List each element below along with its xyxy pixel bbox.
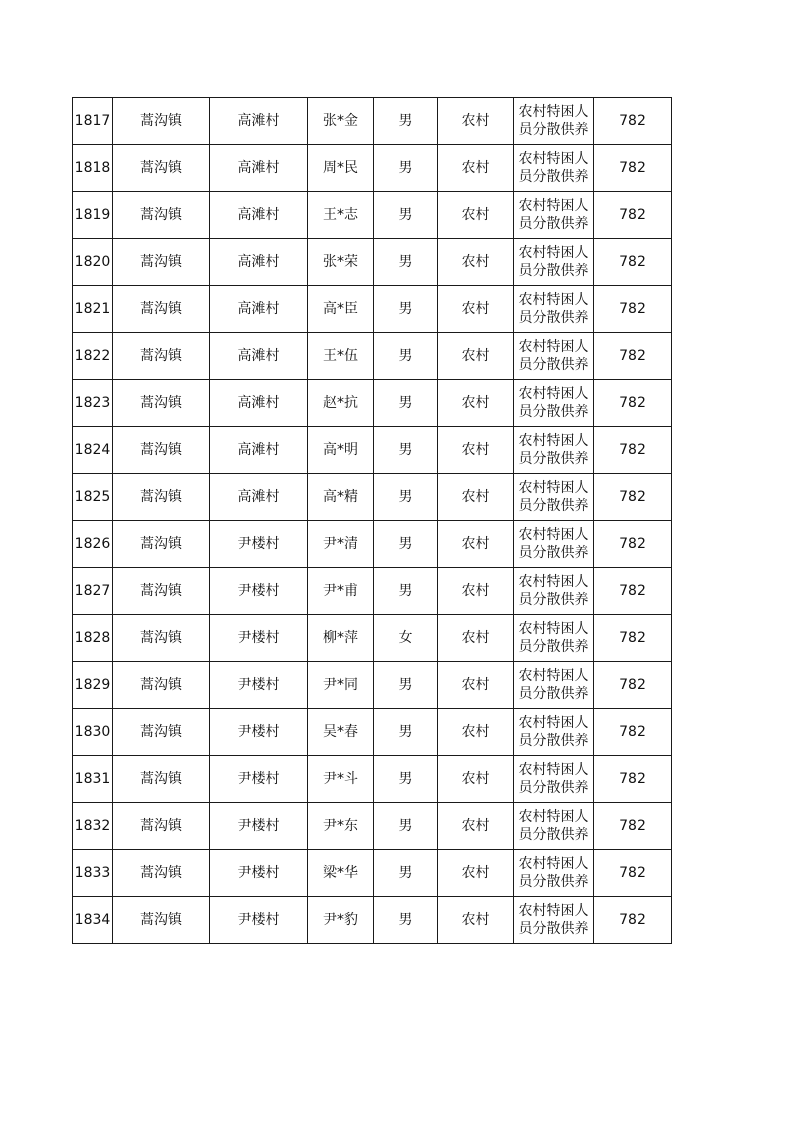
assistance-category-cell: 农村特困人员分散供养 [514,615,594,662]
town-cell: 蒿沟镇 [113,192,210,239]
table-row [73,803,672,850]
row-number-cell: 1827 [73,568,113,615]
table-row [73,145,672,192]
assistance-category-cell: 农村特困人员分散供养 [514,239,594,286]
person-name-cell: 周*民 [308,145,374,192]
amount-cell: 782 [594,474,672,521]
area-type-cell: 农村 [438,333,514,380]
town-cell: 蒿沟镇 [113,380,210,427]
row-number-cell: 1832 [73,803,113,850]
row-number-cell: 1828 [73,615,113,662]
person-name-cell: 张*金 [308,98,374,145]
village-cell: 高滩村 [210,192,308,239]
amount-cell: 782 [594,427,672,474]
village-cell: 尹楼村 [210,850,308,897]
amount-cell: 782 [594,145,672,192]
row-number-cell: 1817 [73,98,113,145]
area-type-cell: 农村 [438,897,514,944]
table-row [73,568,672,615]
gender-cell: 男 [374,897,438,944]
town-cell: 蒿沟镇 [113,568,210,615]
person-name-cell: 尹*斗 [308,756,374,803]
table-row [73,333,672,380]
assistance-category-cell: 农村特困人员分散供养 [514,662,594,709]
village-cell: 高滩村 [210,98,308,145]
table-row [73,615,672,662]
table-row [73,897,672,944]
town-cell: 蒿沟镇 [113,615,210,662]
row-number-cell: 1826 [73,521,113,568]
assistance-category-cell: 农村特困人员分散供养 [514,333,594,380]
assistance-category-cell: 农村特困人员分散供养 [514,756,594,803]
table-row [73,98,672,145]
area-type-cell: 农村 [438,756,514,803]
village-cell: 高滩村 [210,380,308,427]
table-row [73,380,672,427]
person-name-cell: 吴*春 [308,709,374,756]
gender-cell: 男 [374,662,438,709]
amount-cell: 782 [594,803,672,850]
gender-cell: 男 [374,803,438,850]
assistance-category-cell: 农村特困人员分散供养 [514,474,594,521]
town-cell: 蒿沟镇 [113,98,210,145]
gender-cell: 女 [374,615,438,662]
amount-cell: 782 [594,897,672,944]
gender-cell: 男 [374,850,438,897]
village-cell: 高滩村 [210,286,308,333]
amount-cell: 782 [594,662,672,709]
assistance-category-cell: 农村特困人员分散供养 [514,286,594,333]
assistance-category-cell: 农村特困人员分散供养 [514,98,594,145]
assistance-category-cell: 农村特困人员分散供养 [514,145,594,192]
person-name-cell: 尹*甫 [308,568,374,615]
row-number-cell: 1824 [73,427,113,474]
table-row [73,662,672,709]
amount-cell: 782 [594,756,672,803]
village-cell: 尹楼村 [210,568,308,615]
town-cell: 蒿沟镇 [113,709,210,756]
amount-cell: 782 [594,521,672,568]
assistance-category-cell: 农村特困人员分散供养 [514,803,594,850]
village-cell: 尹楼村 [210,662,308,709]
town-cell: 蒿沟镇 [113,145,210,192]
area-type-cell: 农村 [438,568,514,615]
table-row [73,239,672,286]
town-cell: 蒿沟镇 [113,521,210,568]
person-name-cell: 尹*豹 [308,897,374,944]
amount-cell: 782 [594,333,672,380]
table-row [73,709,672,756]
assistance-category-cell: 农村特困人员分散供养 [514,521,594,568]
area-type-cell: 农村 [438,427,514,474]
person-name-cell: 张*荣 [308,239,374,286]
amount-cell: 782 [594,568,672,615]
village-cell: 高滩村 [210,333,308,380]
assistance-category-cell: 农村特困人员分散供养 [514,850,594,897]
village-cell: 尹楼村 [210,803,308,850]
gender-cell: 男 [374,98,438,145]
area-type-cell: 农村 [438,239,514,286]
table-row [73,474,672,521]
town-cell: 蒿沟镇 [113,897,210,944]
person-name-cell: 尹*东 [308,803,374,850]
person-name-cell: 尹*清 [308,521,374,568]
area-type-cell: 农村 [438,474,514,521]
assistance-category-cell: 农村特困人员分散供养 [514,427,594,474]
person-name-cell: 高*明 [308,427,374,474]
gender-cell: 男 [374,286,438,333]
area-type-cell: 农村 [438,615,514,662]
gender-cell: 男 [374,333,438,380]
gender-cell: 男 [374,380,438,427]
row-number-cell: 1830 [73,709,113,756]
amount-cell: 782 [594,98,672,145]
row-number-cell: 1829 [73,662,113,709]
area-type-cell: 农村 [438,192,514,239]
town-cell: 蒿沟镇 [113,662,210,709]
village-cell: 高滩村 [210,474,308,521]
gender-cell: 男 [374,145,438,192]
table-row [73,286,672,333]
row-number-cell: 1819 [73,192,113,239]
town-cell: 蒿沟镇 [113,850,210,897]
amount-cell: 782 [594,709,672,756]
village-cell: 高滩村 [210,427,308,474]
person-name-cell: 尹*同 [308,662,374,709]
village-cell: 尹楼村 [210,615,308,662]
row-number-cell: 1833 [73,850,113,897]
amount-cell: 782 [594,192,672,239]
assistance-category-cell: 农村特困人员分散供养 [514,568,594,615]
assistance-category-cell: 农村特困人员分散供养 [514,192,594,239]
person-name-cell: 王*伍 [308,333,374,380]
person-name-cell: 赵*抗 [308,380,374,427]
area-type-cell: 农村 [438,145,514,192]
row-number-cell: 1831 [73,756,113,803]
town-cell: 蒿沟镇 [113,803,210,850]
area-type-cell: 农村 [438,803,514,850]
row-number-cell: 1822 [73,333,113,380]
roster-table [72,97,672,944]
row-number-cell: 1818 [73,145,113,192]
gender-cell: 男 [374,427,438,474]
amount-cell: 782 [594,239,672,286]
village-cell: 尹楼村 [210,897,308,944]
person-name-cell: 柳*萍 [308,615,374,662]
table-row [73,521,672,568]
gender-cell: 男 [374,474,438,521]
town-cell: 蒿沟镇 [113,756,210,803]
area-type-cell: 农村 [438,850,514,897]
gender-cell: 男 [374,521,438,568]
area-type-cell: 农村 [438,98,514,145]
assistance-category-cell: 农村特困人员分散供养 [514,380,594,427]
row-number-cell: 1823 [73,380,113,427]
assistance-category-cell: 农村特困人员分散供养 [514,709,594,756]
gender-cell: 男 [374,192,438,239]
table-row [73,850,672,897]
roster-body [73,98,672,944]
village-cell: 高滩村 [210,239,308,286]
area-type-cell: 农村 [438,286,514,333]
town-cell: 蒿沟镇 [113,427,210,474]
person-name-cell: 梁*华 [308,850,374,897]
person-name-cell: 高*臣 [308,286,374,333]
gender-cell: 男 [374,239,438,286]
amount-cell: 782 [594,380,672,427]
amount-cell: 782 [594,286,672,333]
amount-cell: 782 [594,615,672,662]
table-row [73,427,672,474]
person-name-cell: 王*志 [308,192,374,239]
row-number-cell: 1825 [73,474,113,521]
table-row [73,756,672,803]
gender-cell: 男 [374,568,438,615]
village-cell: 尹楼村 [210,521,308,568]
row-number-cell: 1821 [73,286,113,333]
area-type-cell: 农村 [438,521,514,568]
town-cell: 蒿沟镇 [113,474,210,521]
area-type-cell: 农村 [438,380,514,427]
assistance-category-cell: 农村特困人员分散供养 [514,897,594,944]
person-name-cell: 高*精 [308,474,374,521]
area-type-cell: 农村 [438,662,514,709]
table-row [73,192,672,239]
town-cell: 蒿沟镇 [113,239,210,286]
row-number-cell: 1834 [73,897,113,944]
row-number-cell: 1820 [73,239,113,286]
town-cell: 蒿沟镇 [113,286,210,333]
gender-cell: 男 [374,709,438,756]
village-cell: 高滩村 [210,145,308,192]
gender-cell: 男 [374,756,438,803]
village-cell: 尹楼村 [210,756,308,803]
amount-cell: 782 [594,850,672,897]
area-type-cell: 农村 [438,709,514,756]
town-cell: 蒿沟镇 [113,333,210,380]
village-cell: 尹楼村 [210,709,308,756]
